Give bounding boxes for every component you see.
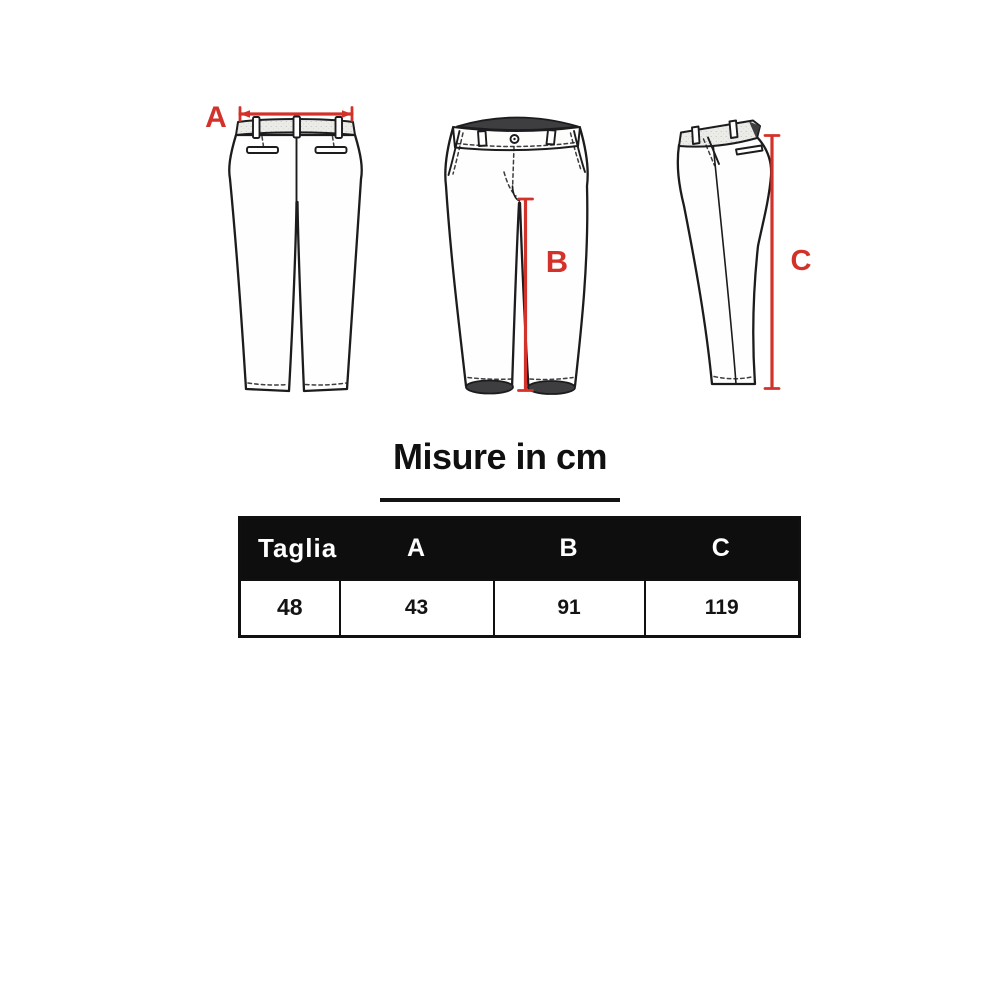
- pants-front-view: [445, 118, 587, 395]
- leg-opening: [528, 381, 575, 394]
- cell-taglia: 48: [240, 580, 340, 637]
- belt-loop: [336, 117, 343, 138]
- measure-label-a: A: [205, 101, 227, 134]
- pants-back-view: [205, 101, 362, 391]
- pants-illustrations: [0, 0, 1000, 430]
- size-table-header-row: [240, 518, 800, 580]
- size-table-row: [240, 580, 800, 637]
- col-header-taglia: Taglia: [258, 533, 338, 564]
- belt-loop: [730, 121, 738, 139]
- col-header-b: B: [559, 534, 579, 563]
- waist-inner-dark: [457, 118, 578, 131]
- pants-back-body: [229, 135, 362, 391]
- col-header-a: A: [406, 534, 427, 563]
- cell-b: 91: [494, 580, 645, 637]
- back-pocket: [316, 147, 347, 153]
- size-table: [238, 516, 801, 638]
- measure-label-c: C: [790, 245, 812, 277]
- measure-label-b: B: [545, 244, 569, 279]
- col-header-c: C: [711, 534, 731, 563]
- title-underline: [380, 498, 620, 502]
- belt-loop: [547, 130, 556, 145]
- leg-opening: [466, 381, 513, 394]
- back-pocket: [247, 147, 278, 153]
- waist-button-hole: [513, 138, 515, 140]
- title-block: [330, 437, 670, 477]
- belt-loop: [294, 117, 301, 138]
- cell-a: 43: [340, 580, 494, 637]
- page-title: Misure in cm: [392, 436, 608, 477]
- belt-loop: [478, 131, 487, 146]
- cell-c: 119: [645, 580, 800, 637]
- pants-side-view: [678, 121, 812, 389]
- belt-loop: [692, 127, 700, 145]
- belt-loop: [253, 117, 260, 138]
